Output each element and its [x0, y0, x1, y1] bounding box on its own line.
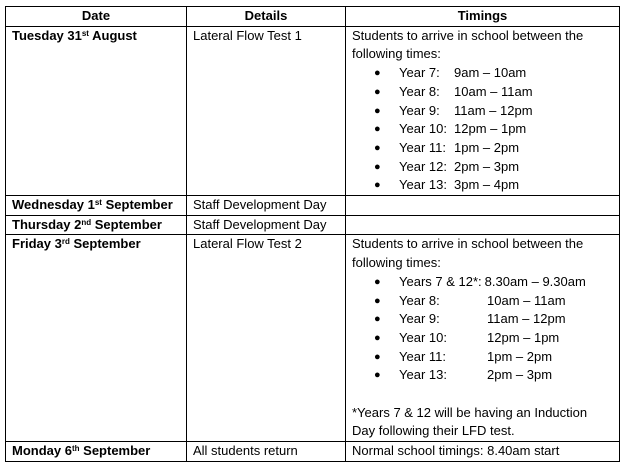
time-range: 1pm – 2pm	[487, 348, 553, 364]
list-item	[352, 102, 613, 121]
time-range: 11am – 12pm	[487, 311, 566, 327]
table-row	[6, 235, 620, 442]
header-date: Date	[6, 7, 187, 27]
table-row	[6, 196, 620, 216]
timings-intro: Students to arrive in school between the following times:	[352, 236, 584, 271]
time-range: 2pm – 3pm	[487, 367, 553, 383]
date-cell	[6, 442, 187, 462]
timings-intro: Students to arrive in school between the following times:	[352, 27, 584, 62]
list-item	[352, 366, 613, 385]
date-ordinal: st	[81, 28, 89, 38]
date-cell	[6, 215, 187, 235]
timings-cell	[346, 235, 620, 442]
header-timings: Timings	[346, 7, 620, 27]
header-details: Details	[187, 7, 346, 27]
time-range: 12pm – 1pm	[454, 121, 527, 137]
year-label: Year 7:	[399, 65, 440, 81]
date-ordinal: nd	[81, 217, 92, 227]
timings-list	[352, 64, 613, 195]
date-month: September	[69, 236, 141, 252]
bullet-icon: ●	[374, 369, 381, 382]
bullet-icon: ●	[374, 104, 381, 117]
date-month: August	[88, 27, 137, 43]
timings-cell	[346, 215, 620, 235]
header-row	[6, 7, 620, 27]
time-range: 9am – 10am	[454, 65, 527, 81]
list-item	[352, 120, 613, 139]
table-row	[6, 26, 620, 195]
year-label: Year 8:	[399, 292, 440, 308]
bullet-icon: ●	[374, 350, 381, 363]
year-label: Year 9:	[399, 311, 440, 327]
list-item	[352, 310, 613, 329]
time-range: 3pm – 4pm	[454, 177, 520, 193]
timings-list	[352, 273, 613, 385]
blank-line	[352, 385, 613, 404]
bullet-icon: ●	[374, 313, 381, 326]
date-text: Tuesday 31	[12, 27, 82, 43]
details-cell: All students return	[187, 442, 346, 462]
year-label: Year 13:	[399, 367, 447, 383]
list-item	[352, 273, 613, 292]
details-cell: Staff Development Day	[187, 196, 346, 216]
time-range: 1pm – 2pm	[454, 139, 520, 155]
date-cell	[6, 196, 187, 216]
bullet-icon: ●	[374, 179, 381, 192]
year-label: Year 13:	[399, 177, 447, 193]
list-item	[352, 64, 613, 83]
time-range: 12pm – 1pm	[487, 329, 560, 345]
details-cell: Staff Development Day	[187, 215, 346, 235]
year-label: Year 11:	[399, 139, 446, 155]
year-label: Year 11:	[399, 348, 446, 364]
induction-note: *Years 7 & 12 will be having an Induction Day following their LFD test.	[352, 404, 588, 439]
date-month: September	[79, 443, 151, 459]
schedule-table	[5, 6, 620, 462]
list-item	[352, 292, 613, 311]
date-month: September	[101, 197, 173, 213]
date-text: Thursday 2	[12, 216, 82, 232]
details-cell: Lateral Flow Test 2	[187, 235, 346, 442]
year-label: Year 9:	[399, 102, 440, 118]
time-range: 11am – 12pm	[454, 102, 533, 118]
time-range: 10am – 11am	[454, 83, 533, 99]
date-month: September	[91, 216, 162, 232]
bullet-icon: ●	[374, 331, 381, 344]
date-cell	[6, 26, 187, 195]
list-item	[352, 158, 613, 177]
year-label: Year 10:	[399, 121, 447, 137]
list-item	[352, 139, 613, 158]
year-label: Year 10:	[399, 329, 447, 345]
table-row	[6, 442, 620, 462]
bullet-icon: ●	[374, 275, 381, 288]
bullet-icon: ●	[374, 160, 381, 173]
time-range: 10am – 11am	[487, 292, 566, 308]
year-label: Year 12:	[399, 158, 447, 174]
date-ordinal: rd	[61, 237, 70, 247]
timings-cell: Normal school timings: 8.40am start	[346, 442, 620, 462]
table-row	[6, 215, 620, 235]
bullet-icon: ●	[374, 141, 381, 154]
bullet-icon: ●	[374, 123, 381, 136]
date-cell	[6, 235, 187, 442]
time-range: 2pm – 3pm	[454, 158, 520, 174]
timings-cell	[346, 26, 620, 195]
timings-cell	[346, 196, 620, 216]
list-item	[352, 176, 613, 195]
year-label: Years 7 & 12*:	[399, 273, 482, 289]
list-item	[352, 83, 613, 102]
year-label: Year 8:	[399, 83, 440, 99]
time-range: 8.30am – 9.30am	[484, 273, 586, 289]
details-cell: Lateral Flow Test 1	[187, 26, 346, 195]
date-text: Friday 3	[12, 236, 62, 252]
bullet-icon: ●	[374, 294, 381, 307]
date-text: Monday 6	[12, 443, 72, 459]
date-ordinal: st	[94, 198, 102, 208]
date-ordinal: th	[71, 444, 80, 454]
bullet-icon: ●	[374, 67, 381, 80]
bullet-icon: ●	[374, 85, 381, 98]
list-item	[352, 329, 613, 348]
list-item	[352, 348, 613, 367]
date-text: Wednesday 1	[12, 197, 95, 213]
